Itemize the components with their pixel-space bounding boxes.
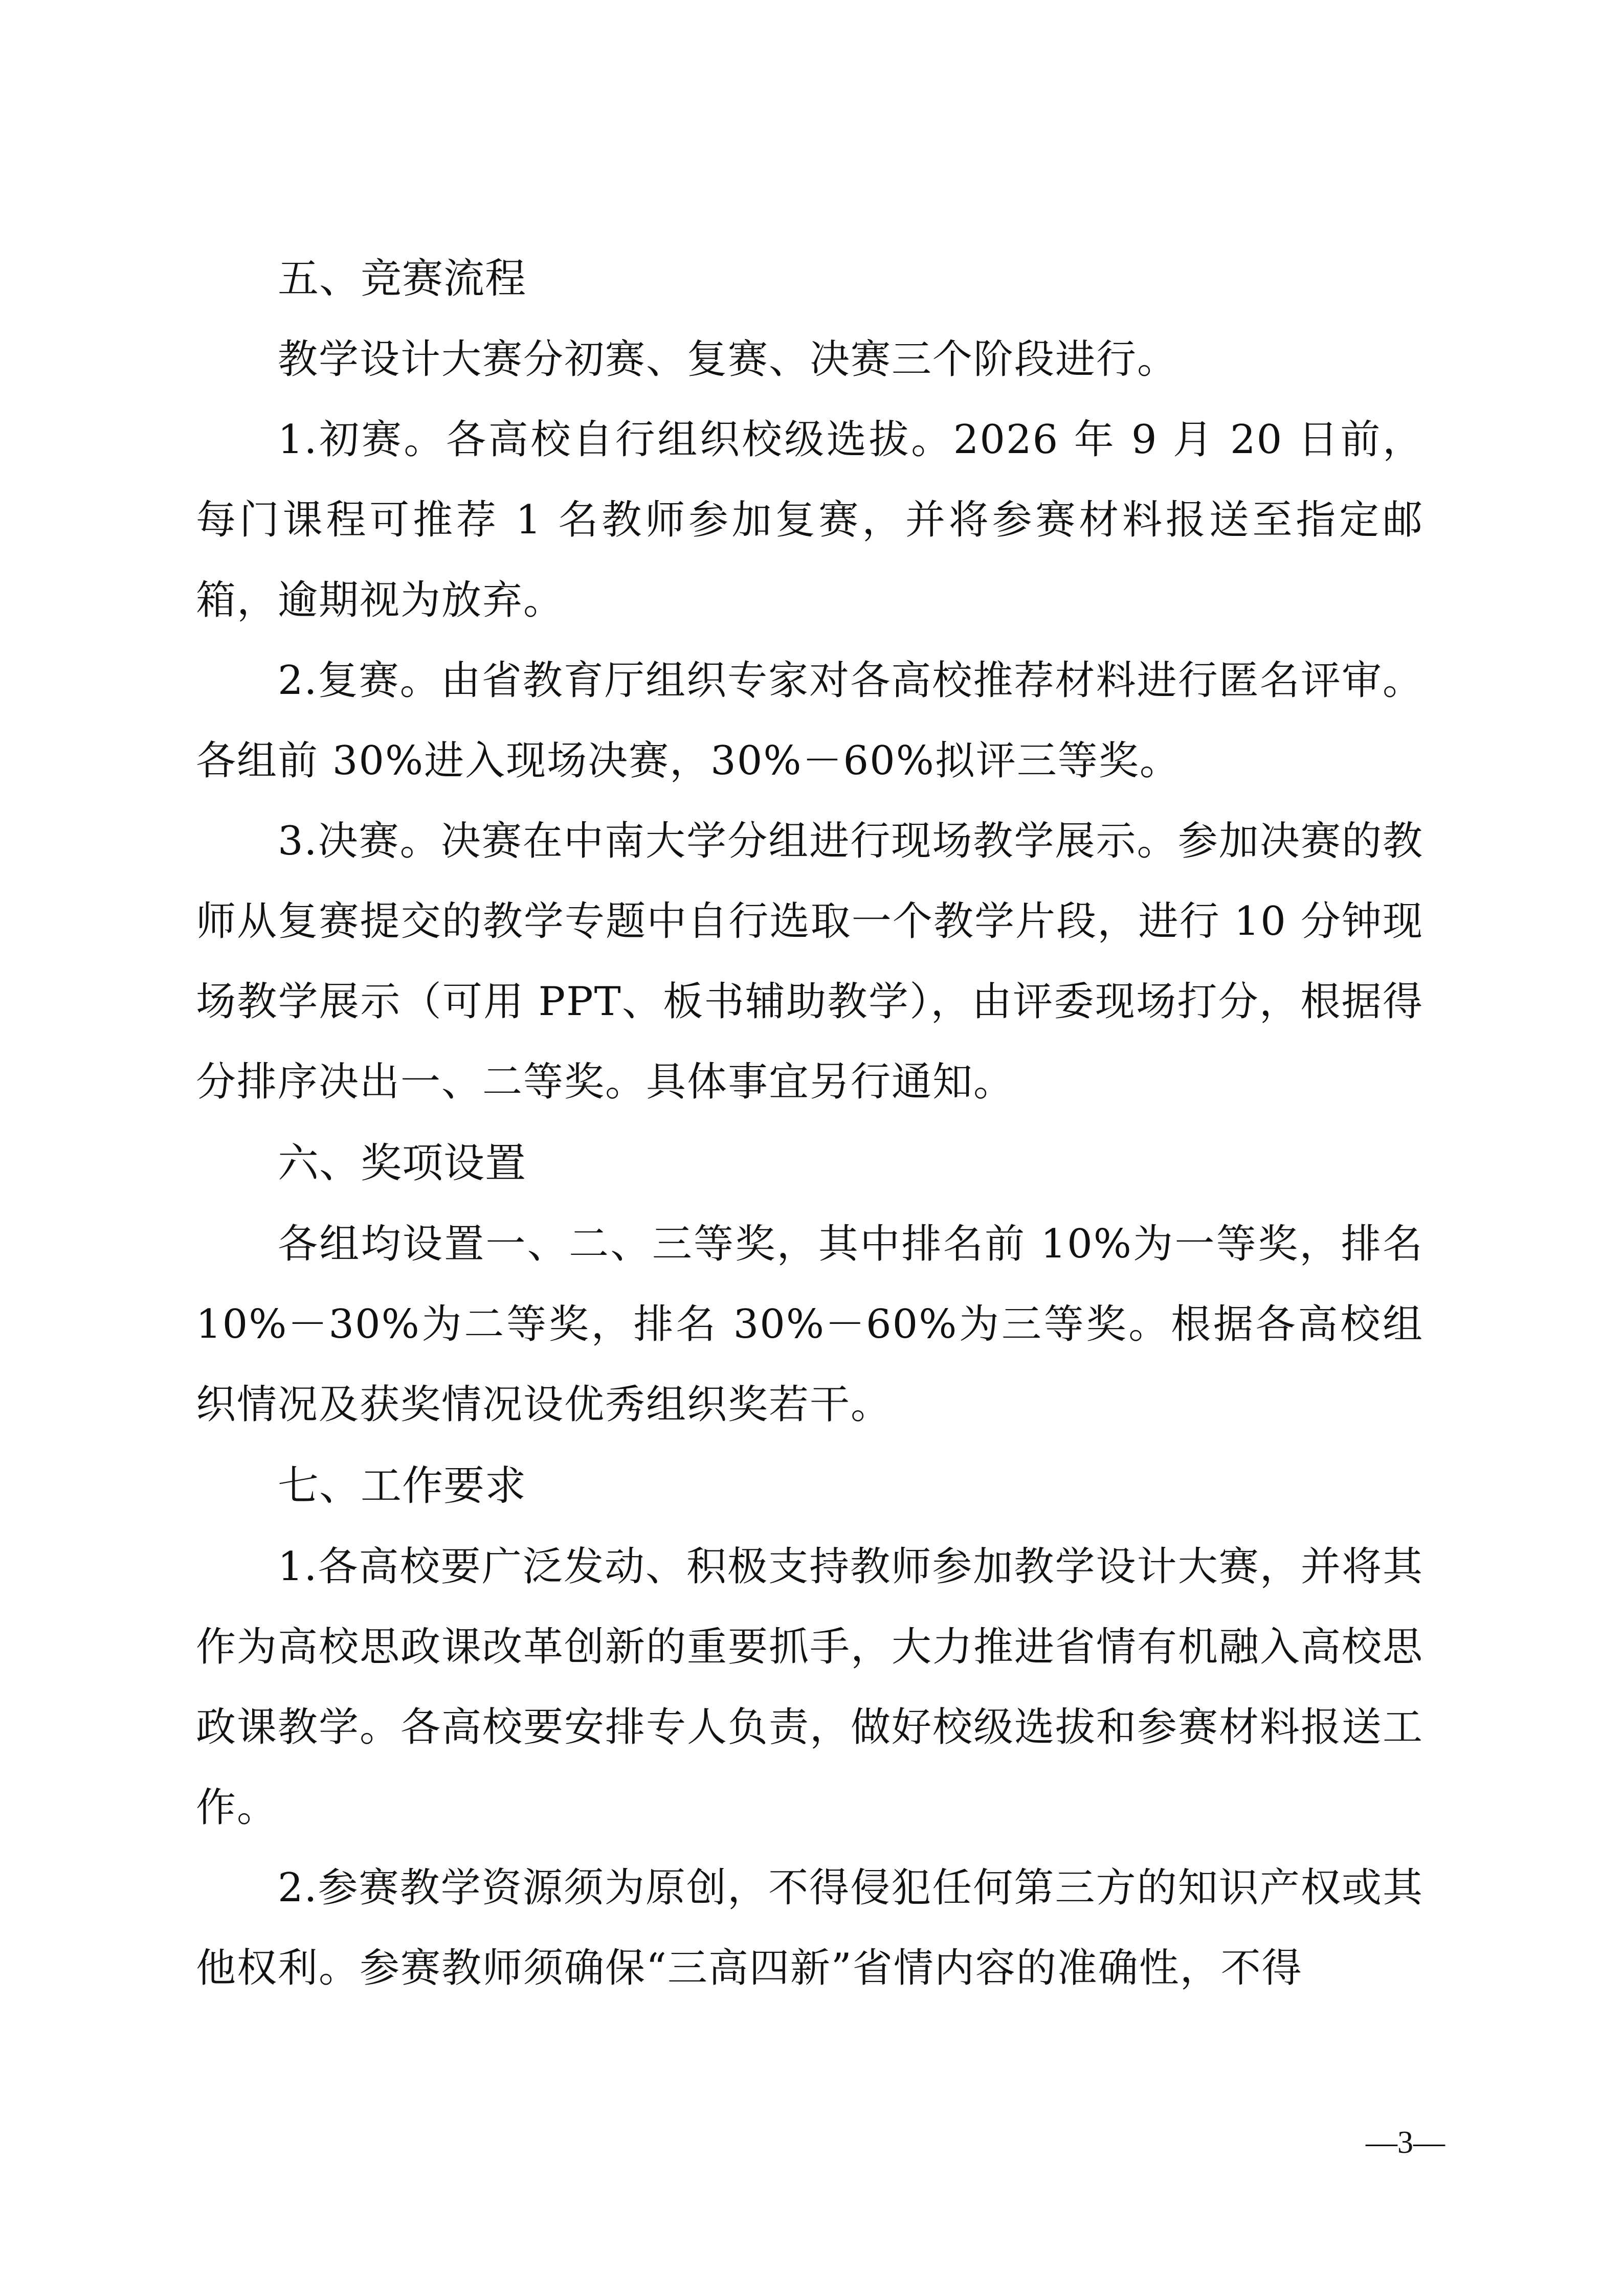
paragraph-preliminary-round: 1.初赛。各高校自行组织校级选拔。2026 年 9 月 20 日前，每门课程可推荐 1 名教师参加复赛，并将参赛材料报送至指定邮箱，逾期视为放弃。 [196,417,1423,623]
paragraph-second-round: 2.复赛。由省教育厅组织专家对各高校推荐材料进行匿名评审。各组前 30%进入现场决赛，30%－60%拟评三等奖。 [196,658,1423,784]
section-heading-process: 五、竞赛流程 [278,255,526,302]
document-body [196,238,1423,2009]
paragraph-process-intro: 教学设计大赛分初赛、复赛、决赛三个阶段进行。 [278,336,1178,382]
paragraph-awards: 各组均设置一、二、三等奖，其中排名前 10%为一等奖，排名 10%－30%为二等奖，排名 30%－60%为三等奖。根据各高校组织情况及获奖情况设优秀组织奖若干。 [196,1221,1423,1428]
paragraph-requirement-1: 1.各高校要广泛发动、积极支持教师参加教学设计大赛，并将其作为高校思政课改革创新的重要抓手，大力推进省情有机融入高校思政课教学。各高校要安排专人负责，做好校级选拔和参赛材料报送工作。 [196,1544,1424,1831]
paragraph-final-round: 3.决赛。决赛在中南大学分组进行现场教学展示。参加决赛的教师从复赛提交的教学专题中自行选取一个教学片段，进行 10 分钟现场教学展示（可用 PPT、板书辅助教学），由评委现场打分，根据得分排序决出一、二等奖。具体事宜另行通知。 [196,818,1423,1105]
section-heading-requirements: 七、工作要求 [278,1462,526,1510]
paragraph-requirement-2: 2.参赛教学资源须为原创，不得侵犯任何第三方的知识产权或其他权利。参赛教师须确保“三高四新”省情内容的准确性，不得 [196,1865,1423,1991]
page-number: —3— [1366,2125,1445,2160]
section-heading-awards: 六、奖项设置 [278,1139,526,1187]
